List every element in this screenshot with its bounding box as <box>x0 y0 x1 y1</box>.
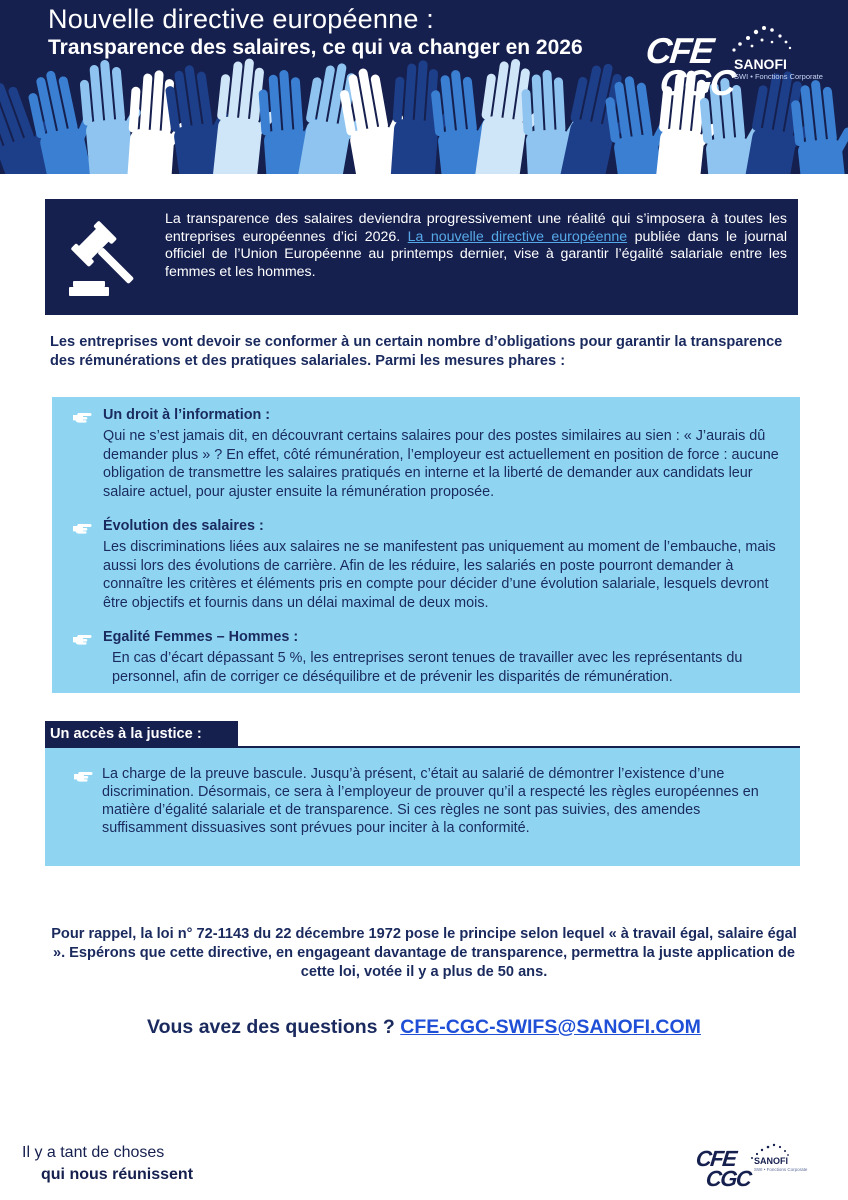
measures-box <box>52 397 800 693</box>
intro-box <box>45 199 798 315</box>
pointing-hand-icon <box>72 521 92 535</box>
measure-body: En cas d’écart dépassant 5 %, les entreprises seront tenues de travailler avec les représentants du personnel, afin de corriger ce déséquilibre et de prévenir les disparités de rémunération. <box>112 650 743 685</box>
logo-dots-icon <box>724 20 804 60</box>
cfe-cgc-sanofi-logo <box>640 20 840 110</box>
logo-division-text: SWI • Fonctions Corporate <box>734 72 823 81</box>
intro-paragraph <box>165 211 787 281</box>
logo-cfe-text: CFE <box>643 30 715 71</box>
measure-title: Évolution des salaires : <box>103 518 264 534</box>
logo-cfe-text: CFE <box>694 1146 737 1171</box>
page-title: Nouvelle directive européenne : <box>48 4 434 34</box>
slogan-line-2 <box>41 1166 193 1184</box>
logo-sanofi-text: SANOFI <box>754 1156 789 1166</box>
slogan-line-2-a: qui nous <box>41 1166 113 1183</box>
page-subtitle: Transparence des salaires, ce qui va changer en 2026 <box>48 36 583 59</box>
reminder-paragraph: Pour rappel, la loi n° 72-1143 du 22 décembre 1972 pose le principe selon lequel « à travail égal, salaire égal ». Espérons que cette directive, en engageant davantage de transparence, permettra la juste application de cette loi, votée il y a plus de 50 ans. <box>51 926 797 980</box>
logo-division-text: SWI • Fonctions Corporate <box>754 1167 808 1172</box>
logo-sanofi-text: SANOFI <box>734 56 787 72</box>
slogan-line-2-b: réunissent <box>112 1166 194 1183</box>
contact-line <box>0 1016 848 1039</box>
slogan-line-1: Il y a tant de choses <box>22 1144 165 1161</box>
justice-body: La charge de la preuve bascule. Jusqu’à présent, c’était au salarié de démontrer l’existence d’une discrimination. Désormais, ce sera à l’employeur de prouver qu’il a respecté les règles européennes en matière d’égalité salariale et de transparence. Si ces règles ne sont pas suivies, des amendes suffisamment dissuasives sont prévues pour inciter à la conformité. <box>102 766 759 836</box>
measure-title: Un droit à l’information : <box>103 407 271 423</box>
measure-title: Egalité Femmes – Hommes : <box>103 629 299 645</box>
contact-question: Vous avez des questions ? <box>147 1016 401 1038</box>
justice-box <box>45 748 800 866</box>
pointing-hand-icon <box>73 769 93 783</box>
directive-link[interactable]: La nouvelle directive européenne <box>407 228 628 245</box>
contact-email-link[interactable]: CFE-CGC-SWIFS@SANOFI.COM <box>400 1016 701 1038</box>
measure-body: Qui ne s’est jamais dit, en découvrant certains salaires pour des postes similaires au sien : « J’aurais dû demander plus » ? En effet, côté rémunération, l’employeur est actuellement en position de force : aucune obligation de transmettre les salaires pratiqués en interne et la liberté de demander aux candidats leur salaire actuel, pour ajuster ensuite la rémunération proposée. <box>103 428 779 500</box>
footer-logo <box>694 1140 834 1198</box>
justice-heading: Un accès à la justice : <box>45 721 238 747</box>
lead-paragraph: Les entreprises vont devoir se conformer à un certain nombre d’obligations pour garantir la transparence des rémunérations et des pratiques salariales. Parmi les mesures phares : <box>50 334 783 369</box>
pointing-hand-icon <box>72 632 92 646</box>
intro-text-end: publiée dans le journal officiel de l’Union Européenne au printemps dernier, vise à garantir l’égalité salariale entre les femmes et les hommes. <box>165 228 788 280</box>
measure-body: Les discriminations liées aux salaires ne se manifestent pas uniquement au moment de l’embauche, mais aussi lors des évolutions de carrière. Afin de les réduire, les salariés en poste pourront demander à connaître les critères et éléments pris en compte pour décider d’une évolution salariale, lesquels devront être objectifs et fournis dans un délai maximal de deux mois. <box>103 539 776 611</box>
logo-cgc-text: CGC <box>704 1166 752 1191</box>
header-banner <box>0 0 848 174</box>
gavel-icon <box>63 215 151 303</box>
intro-text-start: La transparence des salaires deviendra progressivement une réalité qui s’imposera à toutes les entreprises européennes d’ici 2026. <box>165 211 787 245</box>
pointing-hand-icon <box>72 410 92 424</box>
logo-cgc-text: CGC <box>657 62 737 103</box>
